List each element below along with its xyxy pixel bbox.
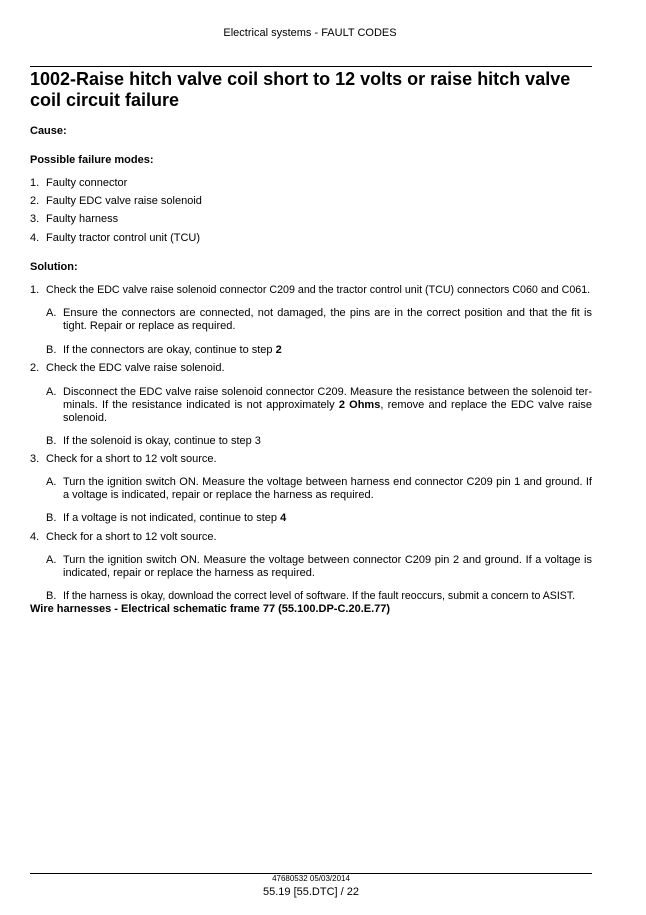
list-number: 1. — [30, 177, 40, 189]
step-number: 4. — [30, 531, 40, 543]
fault-code-title: 1002-Raise hitch valve coil short to 12 volts or raise hitch valve coil circuit failure — [30, 69, 571, 110]
substep-letter: A. — [46, 554, 57, 566]
schematic-reference-link[interactable]: Wire harnesses - Electrical schematic frame 77 (55.100.DP-C.20.E.77) — [30, 603, 391, 615]
failure-mode-text: Faulty harness — [46, 213, 119, 225]
substep-text: Turn the ignition switch ON. Measure the voltage between harness end connector C209 pin 1 and ground. If a voltage is indicated, repair or replace the harness as required. — [63, 476, 592, 501]
substep-text: If the solenoid is okay, continue to step 3 — [63, 435, 261, 447]
substep-text: If a voltage is not indicated, continue to step 4 — [63, 512, 287, 524]
cause-label: Cause: — [30, 125, 67, 137]
solution-substep — [46, 476, 592, 502]
substep-letter: B. — [46, 435, 57, 447]
step-text: Check the EDC valve raise solenoid. — [46, 362, 225, 374]
step-number: 1. — [30, 284, 40, 296]
substep-letter: B. — [46, 344, 57, 356]
list-number: 3. — [30, 213, 40, 225]
substep-text: Ensure the connectors are connected, not damaged, the pins are in the correct position and that the fit is tight. Repair or replace as required. — [63, 307, 592, 332]
failure-mode-text: Faulty EDC valve raise solenoid — [46, 195, 202, 207]
page-header: Electrical systems - FAULT CODES — [223, 27, 397, 39]
step-text: Check for a short to 12 volt source. — [46, 531, 217, 543]
failure-mode-text: Faulty tractor control unit (TCU) — [46, 232, 201, 244]
substep-letter: A. — [46, 476, 57, 488]
substep-text: If the connectors are okay, continue to step 2 — [63, 344, 282, 356]
solution-substep — [46, 554, 592, 580]
substep-text: If the harness is okay, download the correct level of software. If the fault reoccurs, submit a concern to ASIST. — [63, 590, 576, 602]
step-number: 2. — [30, 362, 40, 374]
page-number: 55.19 [55.DTC] / 22 — [263, 886, 359, 898]
failure-modes-label: Possible failure modes: — [30, 154, 154, 166]
substep-text: Turn the ignition switch ON. Measure the voltage between connector C209 pin 2 and ground. If a voltage is indicated, repair or replace the harness as required. — [63, 554, 592, 579]
step-number: 3. — [30, 453, 40, 465]
substep-text: Disconnect the EDC valve raise solenoid connector C209. Measure the resistance between the solenoid ter-minals. If the resistance indicated is not approximately 2 Ohms, remove and replace the EDC valve raise solenoid. — [63, 386, 592, 424]
solution-substep — [46, 307, 592, 333]
substep-letter: A. — [46, 307, 57, 319]
substep-letter: B. — [46, 512, 57, 524]
solution-substep — [46, 386, 592, 425]
list-number: 4. — [30, 232, 40, 244]
failure-mode-text: Faulty connector — [46, 177, 128, 189]
step-text: Check for a short to 12 volt source. — [46, 453, 217, 465]
list-number: 2. — [30, 195, 40, 207]
header-rule — [30, 66, 592, 67]
solution-label: Solution: — [30, 261, 78, 273]
substep-letter: A. — [46, 386, 57, 398]
step-text: Check the EDC valve raise solenoid connector C209 and the tractor control unit (TCU) connectors C060 and C061. — [46, 284, 591, 296]
substep-letter: B. — [46, 590, 57, 602]
document-id: 47680532 05/03/2014 — [272, 874, 350, 883]
